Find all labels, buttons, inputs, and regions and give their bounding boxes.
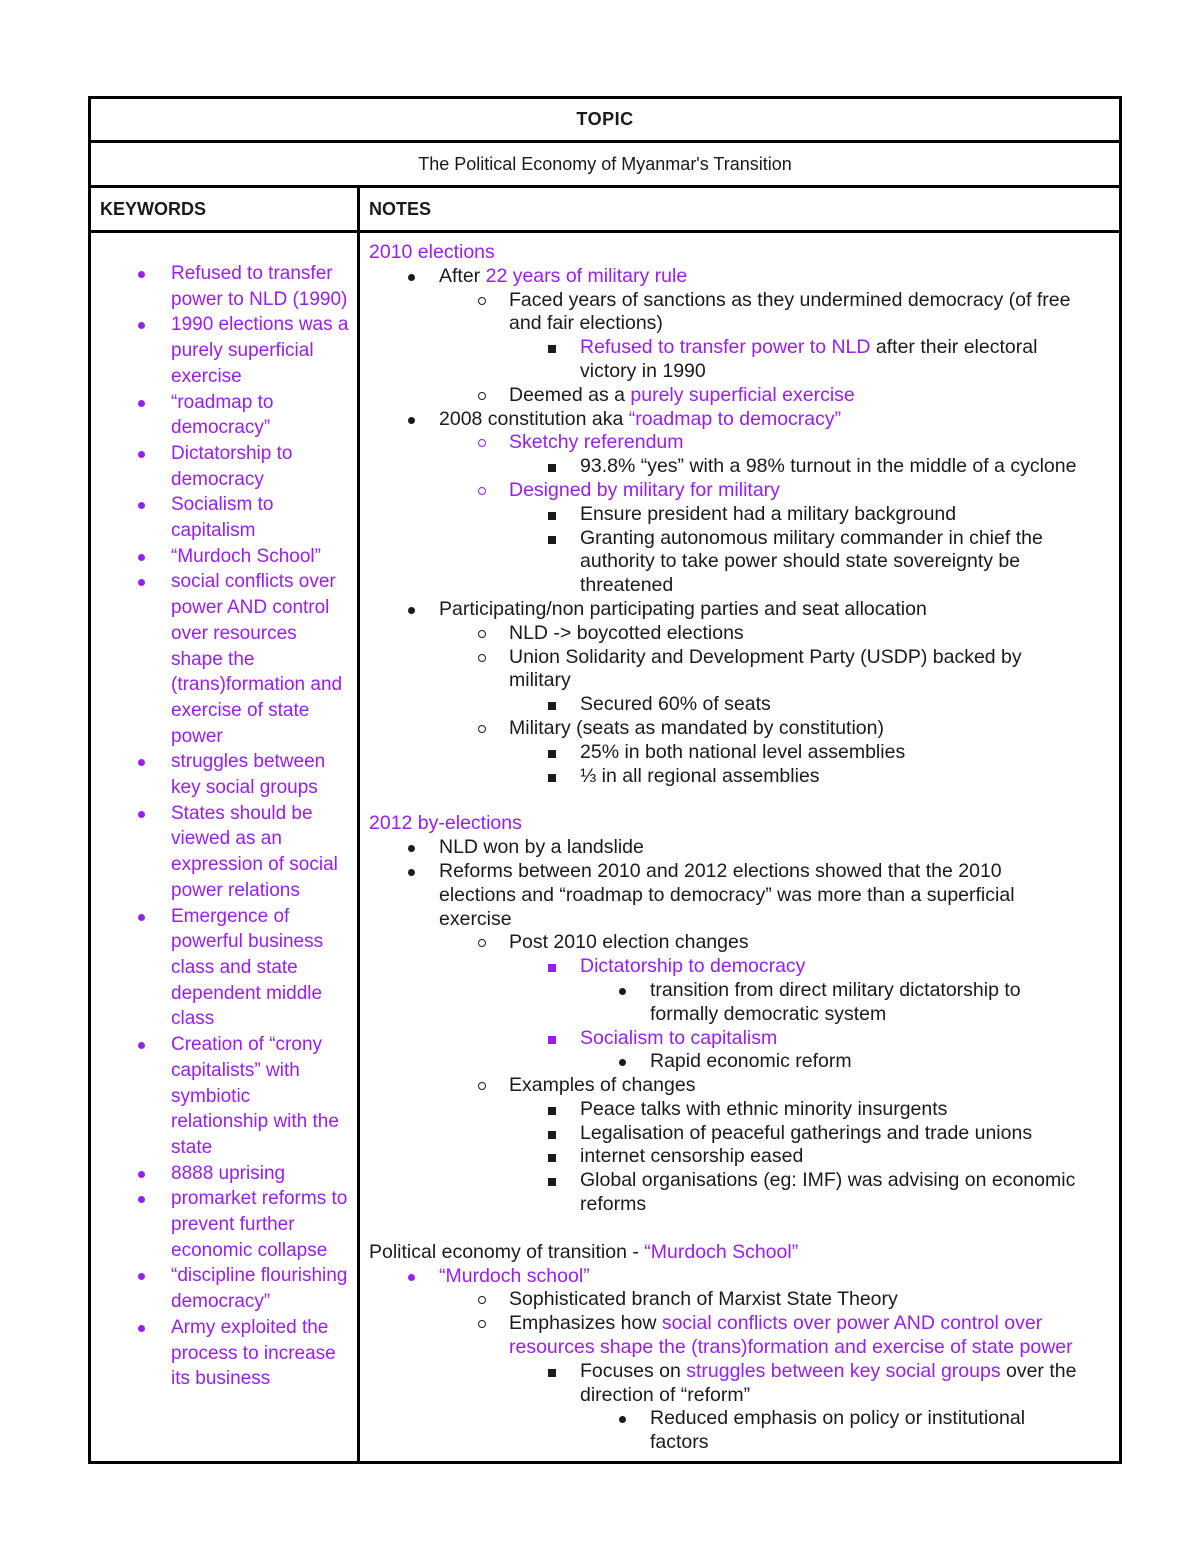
bullet-circle-icon: [478, 439, 486, 447]
note-line: Deemed as a purely superficial exercise: [369, 384, 1117, 408]
keyword-item: Army exploited the process to increase its business: [91, 1315, 357, 1392]
note-line: elections and “roadmap to democracy” was more than a superficial: [439, 883, 1015, 906]
bullet-square-icon: [548, 345, 556, 353]
keyword-item: “Murdoch School”: [91, 544, 357, 570]
topic-label: TOPIC: [91, 99, 1119, 143]
note-line: Sophisticated branch of Marxist State Theory: [369, 1288, 1117, 1312]
note-line: NLD won by a landslide: [369, 836, 1117, 860]
column-header-row: [91, 188, 1119, 233]
note-line: Peace talks with ethnic minority insurgents: [369, 1098, 1117, 1122]
keyword-item: “discipline flourishing democracy”: [91, 1263, 357, 1314]
section-heading-murdoch: Political economy of transition - “Murdoch School”: [369, 1240, 799, 1263]
note-line: Emphasizes how social conflicts over power AND control over: [369, 1312, 1117, 1336]
note-line: Faced years of sanctions as they undermined democracy (of free: [369, 289, 1117, 313]
keyword-item: Dictatorship to democracy: [91, 441, 357, 492]
note-line: 25% in both national level assemblies: [369, 741, 1117, 765]
note-line: Secured 60% of seats: [369, 693, 1117, 717]
note-line: Rapid economic reform: [369, 1050, 1117, 1074]
keywords-column: [91, 233, 357, 1392]
bullet-square-icon: [548, 702, 556, 710]
note-line: Global organisations (eg: IMF) was advising on economic: [369, 1169, 1117, 1193]
note-line: Reforms between 2010 and 2012 elections showed that the 2010: [369, 860, 1117, 884]
note-line: Dictatorship to democracy: [369, 955, 1117, 979]
note-line: formally democratic system: [650, 1002, 887, 1025]
note-line: Union Solidarity and Development Party (USDP) backed by: [369, 646, 1117, 670]
bullet-dot-icon: [408, 274, 415, 281]
bullet-dot-icon: [408, 869, 415, 876]
bullet-circle-icon: [478, 1296, 486, 1304]
note-line: Legalisation of peaceful gatherings and trade unions: [369, 1122, 1117, 1146]
note-line: Ensure president had a military background: [369, 503, 1117, 527]
keyword-item: 8888 uprising: [91, 1161, 357, 1187]
bullet-dot-icon: [408, 845, 415, 852]
note-line: Focuses on struggles between key social groups over the: [369, 1360, 1117, 1384]
note-line: Participating/non participating parties and seat allocation: [369, 598, 1117, 622]
note-line: Socialism to capitalism: [369, 1027, 1117, 1051]
note-line: transition from direct military dictatorship to: [369, 979, 1117, 1003]
bullet-circle-icon: [478, 725, 486, 733]
bullet-dot-icon: [619, 1059, 626, 1066]
keyword-item: 1990 elections was a purely superficial exercise: [91, 312, 357, 389]
bullet-circle-icon: [478, 630, 486, 638]
note-line: Examples of changes: [369, 1074, 1117, 1098]
note-line: NLD -> boycotted elections: [369, 622, 1117, 646]
topic-table: [88, 96, 1122, 1464]
bullet-square-icon: [548, 1369, 556, 1377]
note-line: Granting autonomous military commander in chief the: [369, 527, 1117, 551]
keyword-item: States should be viewed as an expression of social power relations: [91, 801, 357, 904]
bullet-circle-icon: [478, 1082, 486, 1090]
bullet-square-icon: [548, 1154, 556, 1162]
bullet-dot-icon: [619, 1416, 626, 1423]
note-line: and fair elections): [509, 312, 663, 335]
bullet-dot-icon: [408, 607, 415, 614]
keyword-item: promarket reforms to prevent further economic collapse: [91, 1186, 357, 1263]
notes-header: NOTES: [369, 199, 432, 219]
section-heading-2012: 2012 by-elections: [369, 812, 522, 835]
keyword-item: Creation of “crony capitalists” with symbiotic relationship with the state: [91, 1032, 357, 1161]
bullet-square-icon: [548, 1107, 556, 1115]
keyword-item: Refused to transfer power to NLD (1990): [91, 261, 357, 312]
bullet-square-icon: [548, 464, 556, 472]
note-line: exercise: [439, 907, 512, 930]
column-divider: [357, 188, 360, 1464]
bullet-square-icon: [548, 1036, 556, 1044]
note-line: reforms: [580, 1193, 647, 1216]
note-line: Sketchy referendum: [369, 431, 1117, 455]
bullet-dot-icon: [619, 988, 626, 995]
page-title: The Political Economy of Myanmar's Transition: [91, 143, 1119, 188]
bullet-square-icon: [548, 750, 556, 758]
note-line: threatened: [580, 574, 674, 597]
bullet-square-icon: [548, 1178, 556, 1186]
bullet-dot-icon: [408, 1274, 415, 1281]
note-line: resources shape the (trans)formation and exercise of state power: [509, 1336, 1073, 1359]
keyword-item: struggles between key social groups: [91, 749, 357, 800]
keyword-item: Socialism to capitalism: [91, 492, 357, 543]
note-line: 2008 constitution aka “roadmap to democracy”: [369, 408, 1117, 432]
keywords-list: [91, 261, 357, 1392]
note-line: 93.8% “yes” with a 98% turnout in the middle of a cyclone: [369, 455, 1117, 479]
note-line: After 22 years of military rule: [369, 265, 1117, 289]
note-line: authority to take power should state sovereignty be: [580, 550, 1021, 573]
note-line: Military (seats as mandated by constitution): [369, 717, 1117, 741]
note-line: Post 2010 election changes: [369, 931, 1117, 955]
note-line: military: [509, 669, 571, 692]
keyword-item: Emergence of powerful business class and state dependent middle class: [91, 904, 357, 1033]
note-line: internet censorship eased: [369, 1145, 1117, 1169]
note-line: victory in 1990: [580, 359, 706, 382]
note-line: Designed by military for military: [369, 479, 1117, 503]
keyword-item: “roadmap to democracy”: [91, 390, 357, 441]
bullet-circle-icon: [478, 1320, 486, 1328]
keywords-header: KEYWORDS: [100, 199, 207, 219]
bullet-square-icon: [548, 512, 556, 520]
bullet-square-icon: [548, 964, 556, 972]
bullet-square-icon: [548, 1131, 556, 1139]
bullet-dot-icon: [408, 417, 415, 424]
bullet-square-icon: [548, 774, 556, 782]
keyword-item: social conflicts over power AND control over resources shape the (trans)formation and exercise of state power: [91, 569, 357, 749]
bullet-circle-icon: [478, 487, 486, 495]
note-line: direction of “reform”: [580, 1383, 751, 1406]
note-line: factors: [650, 1431, 709, 1454]
bullet-circle-icon: [478, 654, 486, 662]
note-line: “Murdoch school”: [369, 1265, 1117, 1289]
note-line: Reduced emphasis on policy or institutional: [369, 1407, 1117, 1431]
note-line: ⅓ in all regional assemblies: [369, 765, 1117, 789]
bullet-circle-icon: [478, 297, 486, 305]
bullet-circle-icon: [478, 392, 486, 400]
note-line: Refused to transfer power to NLD after their electoral: [369, 336, 1117, 360]
bullet-square-icon: [548, 536, 556, 544]
section-heading-2010: 2010 elections: [369, 241, 495, 263]
notes-column: [369, 233, 1117, 1455]
bullet-circle-icon: [478, 939, 486, 947]
